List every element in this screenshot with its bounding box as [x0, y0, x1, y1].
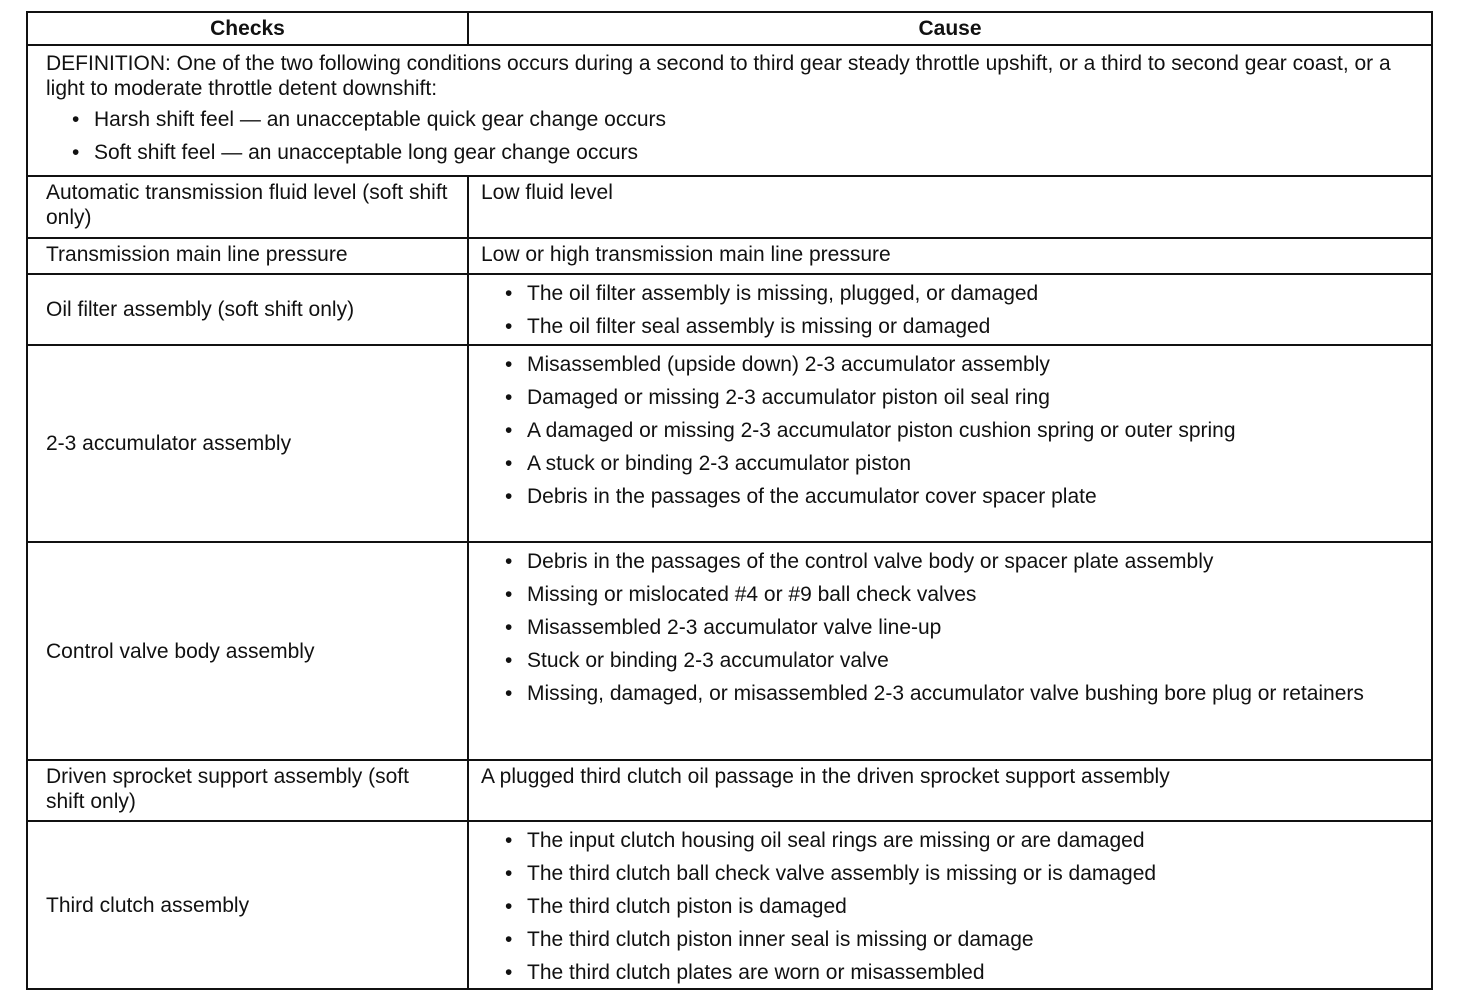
header-row	[27, 12, 1432, 45]
cause-bullet: • A stuck or binding 2-3 accumulator piston	[481, 451, 1419, 476]
cause-header: Cause	[468, 12, 1432, 45]
definition-bullet: • Soft shift feel — an unacceptable long gear change occurs	[46, 138, 1413, 171]
check-cell: Transmission main line pressure	[27, 238, 468, 274]
table-row	[27, 274, 1432, 345]
cause-bullet: • Misassembled (upside down) 2-3 accumulator assembly	[481, 352, 1419, 377]
diagnosis-table	[26, 11, 1433, 990]
cause-bullet: • A damaged or missing 2-3 accumulator piston cushion spring or outer spring	[481, 418, 1419, 443]
cause-bullet-list	[481, 546, 1419, 706]
table-row	[27, 821, 1432, 989]
cause-bullet: • Missing, damaged, or misassembled 2-3 accumulator valve bushing bore plug or retainers	[481, 681, 1419, 706]
cause-bullet: • The third clutch piston is damaged	[481, 894, 1419, 919]
cause-bullet: • The oil filter seal assembly is missing or damaged	[481, 314, 1419, 339]
checks-header: Checks	[27, 12, 468, 45]
cause-bullet: • Debris in the passages of the accumulator cover spacer plate	[481, 484, 1419, 509]
table-row	[27, 238, 1432, 274]
cause-bullet: • The third clutch plates are worn or misassembled	[481, 960, 1419, 985]
table-row	[27, 542, 1432, 760]
table-row	[27, 345, 1432, 542]
table-row	[27, 176, 1432, 238]
cause-cell	[468, 345, 1432, 542]
check-cell: Oil filter assembly (soft shift only)	[27, 274, 468, 345]
definition-cell	[27, 45, 1432, 176]
cause-bullet-list	[481, 825, 1419, 985]
definition-bullet: • Harsh shift feel — an unacceptable quick gear change occurs	[46, 105, 1413, 138]
cause-bullet: • The third clutch piston inner seal is missing or damage	[481, 927, 1419, 952]
cause-bullet-list	[481, 349, 1419, 509]
cause-bullet: • Debris in the passages of the control valve body or spacer plate assembly	[481, 549, 1419, 574]
cause-bullet: • The third clutch ball check valve assembly is missing or is damaged	[481, 861, 1419, 886]
cause-cell: A plugged third clutch oil passage in the driven sprocket support assembly	[468, 760, 1432, 821]
check-cell: 2-3 accumulator assembly	[27, 345, 468, 542]
check-cell: Control valve body assembly	[27, 542, 468, 760]
cause-bullet: • Missing or mislocated #4 or #9 ball check valves	[481, 582, 1419, 607]
cause-bullet: • Misassembled 2-3 accumulator valve line-up	[481, 615, 1419, 640]
definition-bullets	[46, 105, 1413, 171]
table-row	[27, 760, 1432, 821]
cause-cell	[468, 274, 1432, 345]
cause-cell: Low fluid level	[468, 176, 1432, 238]
cause-cell: Low or high transmission main line pressure	[468, 238, 1432, 274]
cause-bullet: • The input clutch housing oil seal rings are missing or are damaged	[481, 828, 1419, 853]
cause-cell	[468, 821, 1432, 989]
cause-bullet: • The oil filter assembly is missing, plugged, or damaged	[481, 281, 1419, 306]
definition-row	[27, 45, 1432, 176]
definition-text: DEFINITION: One of the two following conditions occurs during a second to third gear steady throttle upshift, or a third to second gear coast, or a light to moderate throttle detent downshift:	[46, 52, 1391, 100]
cause-cell	[468, 542, 1432, 760]
cause-bullet-list	[481, 278, 1419, 339]
check-cell: Automatic transmission fluid level (soft shift only)	[27, 176, 468, 238]
cause-bullet: • Damaged or missing 2-3 accumulator piston oil seal ring	[481, 385, 1419, 410]
check-cell: Driven sprocket support assembly (soft shift only)	[27, 760, 468, 821]
check-cell: Third clutch assembly	[27, 821, 468, 989]
cause-bullet: • Stuck or binding 2-3 accumulator valve	[481, 648, 1419, 673]
